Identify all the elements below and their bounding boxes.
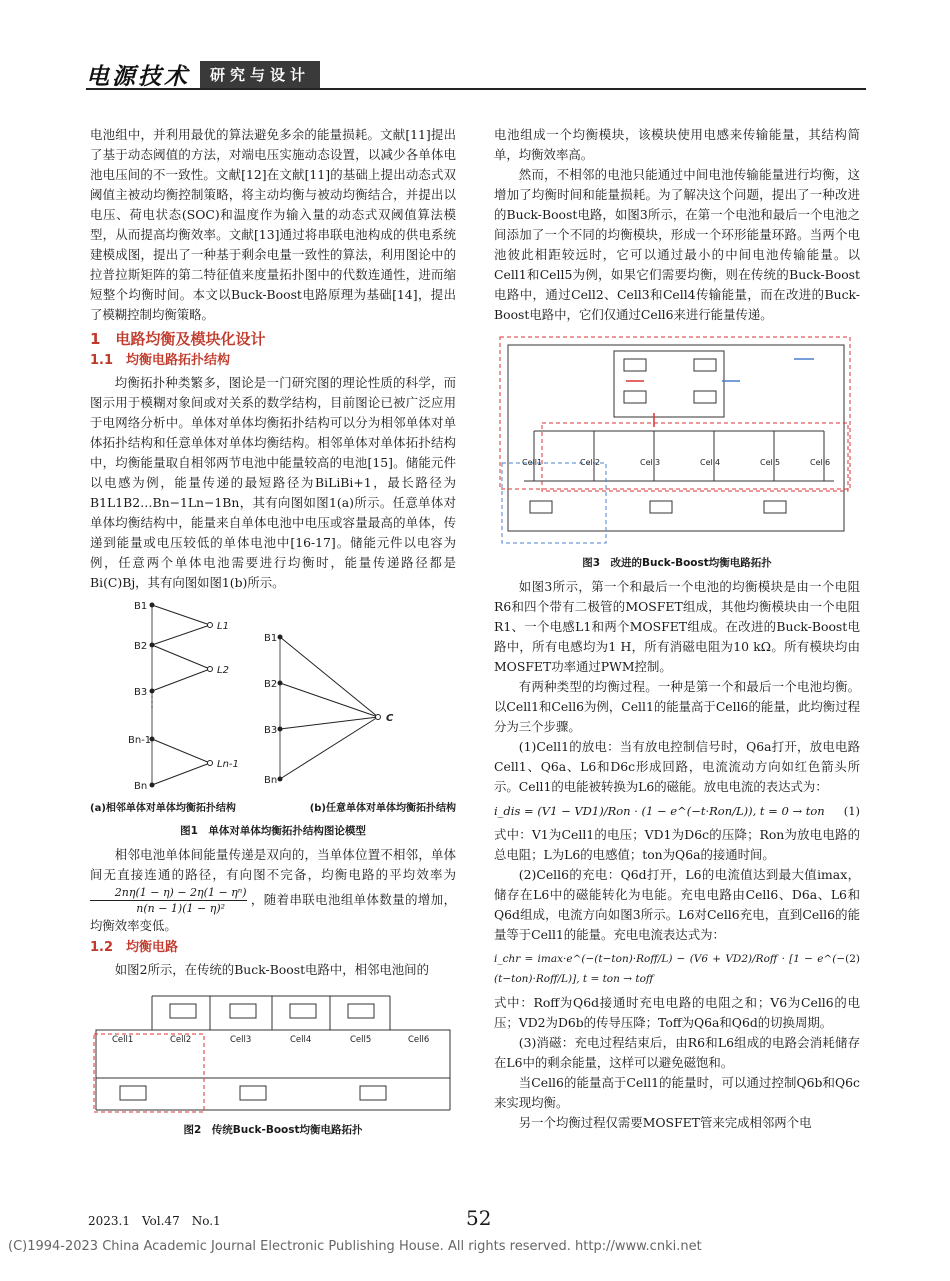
figure-1-subcaptions: [90, 799, 456, 819]
equation-text: i_dis = (V1 − VD1)/Ron · (1 − e^(−t·Ron/L)), t = 0 → ton: [494, 804, 825, 818]
cell-label: Cell5: [760, 458, 781, 467]
cell-label: Cell3: [230, 1035, 252, 1045]
cell-label: Cell5: [350, 1035, 372, 1045]
node-label: Bn: [134, 781, 148, 792]
paragraph: 然而，不相邻的电池只能通过中间电池传输能量进行均衡，这增加了均衡时间和能量损耗。为了解决这个问题，提出了一种改进的Buck-Boost电路，如图3所示，在第一个电池和最后一个电池之间添加了一个不同的均衡模块，形成一个环形能量环路。当两个电池彼此相距较远时，它可以通过最小的中间电池传输能量。以Cell1和Cell5为例，如果它们需要均衡，则在传统的Buck-Boost电路中，通过Cell2、Cell3和Cell4传输能量，而在改进的Buck-Boost电路中，它们仅通过Cell6来进行能量传递。: [494, 167, 860, 322]
node-label: B1: [134, 601, 148, 612]
paragraph: 均衡拓扑种类繁多，图论是一门研究图的理论性质的科学，而图示用于模糊对象间或对关系的数学结构，目前图论已被广泛应用于电网络分析中。单体对单体均衡拓扑结构可以分为相邻单体对单体拓扑结构和任意单体对单体均衡结构。相邻单体对单体拓扑结构中，均衡能量取自相邻两节电池中能量较高的电池[15]。储能元件以电感为例，能量传递的最短路径为BiLiBi+1，最长路径为B1L1B2…Bn−1Ln−1Bn，其有向图如图1(a)所示。任意单体对单体均衡结构中，能量来自单体电池中电压或容量最高的单体，传递到能量或电压较低的单体电池中[16-17]。储能元件以电容为例，任意两个单体电池需要进行均衡时，能量传递路径都是Bi(C)Bj，其有向图如图1(b)所示。: [90, 375, 456, 590]
paragraph: (1)Cell1的放电：当有放电控制信号时，Q6a打开，放电电路Cell1、Q6a、L6和D6c形成回路，电流流动方向如红色箭头所示。Cell1的电能被转换为L6的磁能。放电电流的表达式为：: [494, 739, 860, 794]
cell-label: Cell2: [580, 458, 601, 467]
equation-text: i_chr = imax·e^(−(t−ton)·Roff/L) − (V6 + VD2)/Roff · [1 − e^(−(t−ton)·Roff/L)], t = ton → toff: [494, 953, 846, 985]
cell-label: Cell6: [810, 458, 831, 467]
figure-2: [90, 986, 456, 1116]
cell-label: Cell3: [640, 458, 661, 467]
formula-denominator: n(n − 1)(1 − η)²: [136, 902, 226, 915]
formula-numerator: 2nη(1 − η) − 2η(1 − ηⁿ): [90, 885, 247, 901]
paragraph: 电池组成一个均衡模块，该模块使用电感来传输能量，其结构简单，均衡效率高。: [494, 127, 860, 162]
figure-3: [494, 331, 860, 549]
copyright-line: (C)1994-2023 China Academic Journal Electronic Publishing House. All rights reserved. http://www.cnki.net: [8, 1239, 702, 1254]
header-rule: [86, 88, 866, 90]
paragraph: 式中：Roff为Q6d接通时充电电路的电阻之和；V6为Cell6的电压；VD2为D6b的传导压降；Toff为Q6a和Q6d的切换周期。: [494, 995, 860, 1030]
node-label: B3: [264, 725, 278, 736]
left-column: [90, 125, 456, 1144]
figure-2-caption: 图2 传统Buck-Boost均衡电路拓扑: [183, 1124, 363, 1136]
paragraph: 另一个均衡过程仅需要MOSFET管来完成相邻两个电: [518, 1115, 812, 1130]
node-label: B3: [134, 687, 148, 698]
inductor-label: L1: [217, 621, 229, 632]
issue-info: 2023.1 Vol.47 No.1: [88, 1214, 221, 1228]
equation-number: (2): [845, 953, 860, 965]
subcaption-b: (b)任意单体对单体均衡拓扑结构: [309, 803, 456, 814]
paragraph: 如图2所示，在传统的Buck-Boost电路中，相邻电池间的: [114, 962, 429, 977]
node-label: B2: [264, 679, 278, 690]
section-label: 研究与设计: [200, 61, 320, 88]
figure-3-circuit: [494, 331, 860, 549]
text: ，随着串联电池组单体数量的增加，均衡效率变低。: [90, 892, 456, 933]
equation-2: [494, 949, 860, 989]
page-number: 52: [466, 1206, 492, 1230]
cell-label: Cell1: [522, 458, 543, 467]
paragraph: (3)消磁：充电过程结束后，由R6和L6组成的电路会消耗储存在L6中的剩余能量，这样可以避免磁饱和。: [494, 1035, 860, 1070]
node-label: B1: [264, 633, 278, 644]
paragraph: 如图3所示，第一个和最后一个电池的均衡模块是由一个电阻R6和四个带有二极管的MOSFET组成，其他均衡模块由一个电阻R1、一个电感L1和两个MOSFET组成。在改进的Buck-Boost电路中，所有电感均为1 H，所有消磁电阻为10 kΩ。所有模块均由MOSFET功率通过PWM控制。: [494, 579, 860, 674]
subcaption-a: (a)相邻单体对单体均衡拓扑结构: [90, 803, 236, 814]
cell-label: Cell4: [290, 1035, 312, 1045]
paragraph: [90, 845, 456, 936]
subsection-heading: 1.2 均衡电路: [90, 940, 179, 955]
text: 相邻电池单体间能量传递是双向的，当单体位置不相邻，单体间无直接连通的路径，有向图不完备，均衡电路的平均效率为: [90, 847, 456, 882]
capacitor-label: C: [386, 713, 394, 724]
node-label: B2: [134, 641, 148, 652]
equation-number: (1): [843, 804, 860, 818]
equation-1: [494, 801, 860, 821]
cell-label: Cell1: [112, 1035, 134, 1045]
right-column: [494, 125, 860, 1133]
cell-label: Cell6: [408, 1035, 430, 1045]
inductor-label: L2: [217, 665, 229, 676]
cell-label: Cell4: [700, 458, 721, 467]
figure-1: [90, 599, 456, 795]
figure-1-graph: [90, 599, 456, 795]
subsection-heading: 1.1 均衡电路拓扑结构: [90, 353, 231, 368]
paragraph: (2)Cell6的充电：Q6d打开，L6的电流值达到最大值imax，储存在L6中的磁能转化为电能。充电电路由Cell6、D6a、L6和Q6d组成，电流方向如图3所示。L6对Cell6充电，直到Cell6的能量等于Cell1的能量。充电电流表达式为：: [494, 867, 860, 942]
journal-logo: 电源技术: [86, 63, 190, 90]
section-heading: 1 电路均衡及模块化设计: [90, 330, 266, 348]
figure-3-caption: 图3 改进的Buck-Boost均衡电路拓扑: [582, 557, 772, 569]
paragraph: 式中：V1为Cell1的电压；VD1为D6c的压降；Ron为放电电路的总电阻；L为L6的电感值；ton为Q6a的接通时间。: [494, 827, 860, 862]
figure-2-circuit: [90, 986, 456, 1116]
node-label: Bn: [264, 775, 278, 786]
journal-header: [86, 58, 320, 90]
cell-label: Cell2: [170, 1035, 192, 1045]
paragraph: 电池组中，并利用最优的算法避免多余的能量损耗。文献[11]提出了基于动态阈值的方法，对端电压实施动态设置，以减少各单体电池电压间的不一致性。文献[12]在文献[11]的基础上提出动态式双阈值主被动均衡控制策略，将主动均衡与被动均衡结合，并提出以电压、荷电状态(SOC)和温度作为输入量的动态式双阈值算法模型，从而提高均衡效率。文献[13]通过将串联电池构成的供电系统建模成图，提出了一种基于剩余电量一致性的算法，利用图论中的拉普拉斯矩阵的第二特征值来度量拓扑图中的代数连通性，进而缩短整个均衡时间。本文以Buck-Boost电路原理为基础[14]，提出了模糊控制均衡策略。: [90, 127, 456, 322]
node-label: Bn-1: [128, 735, 152, 746]
efficiency-formula: [90, 885, 247, 916]
figure-1-caption: 图1 单体对单体均衡拓扑结构图论模型: [180, 825, 366, 837]
paragraph: 当Cell6的能量高于Cell1的能量时，可以通过控制Q6b和Q6c来实现均衡。: [494, 1075, 860, 1110]
inductor-label: Ln-1: [217, 759, 239, 770]
paragraph: 有两种类型的均衡过程。一种是第一个和最后一个电池均衡。以Cell1和Cell6为例，Cell1的能量高于Cell6的能量，此均衡过程分为三个步骤。: [494, 679, 860, 734]
